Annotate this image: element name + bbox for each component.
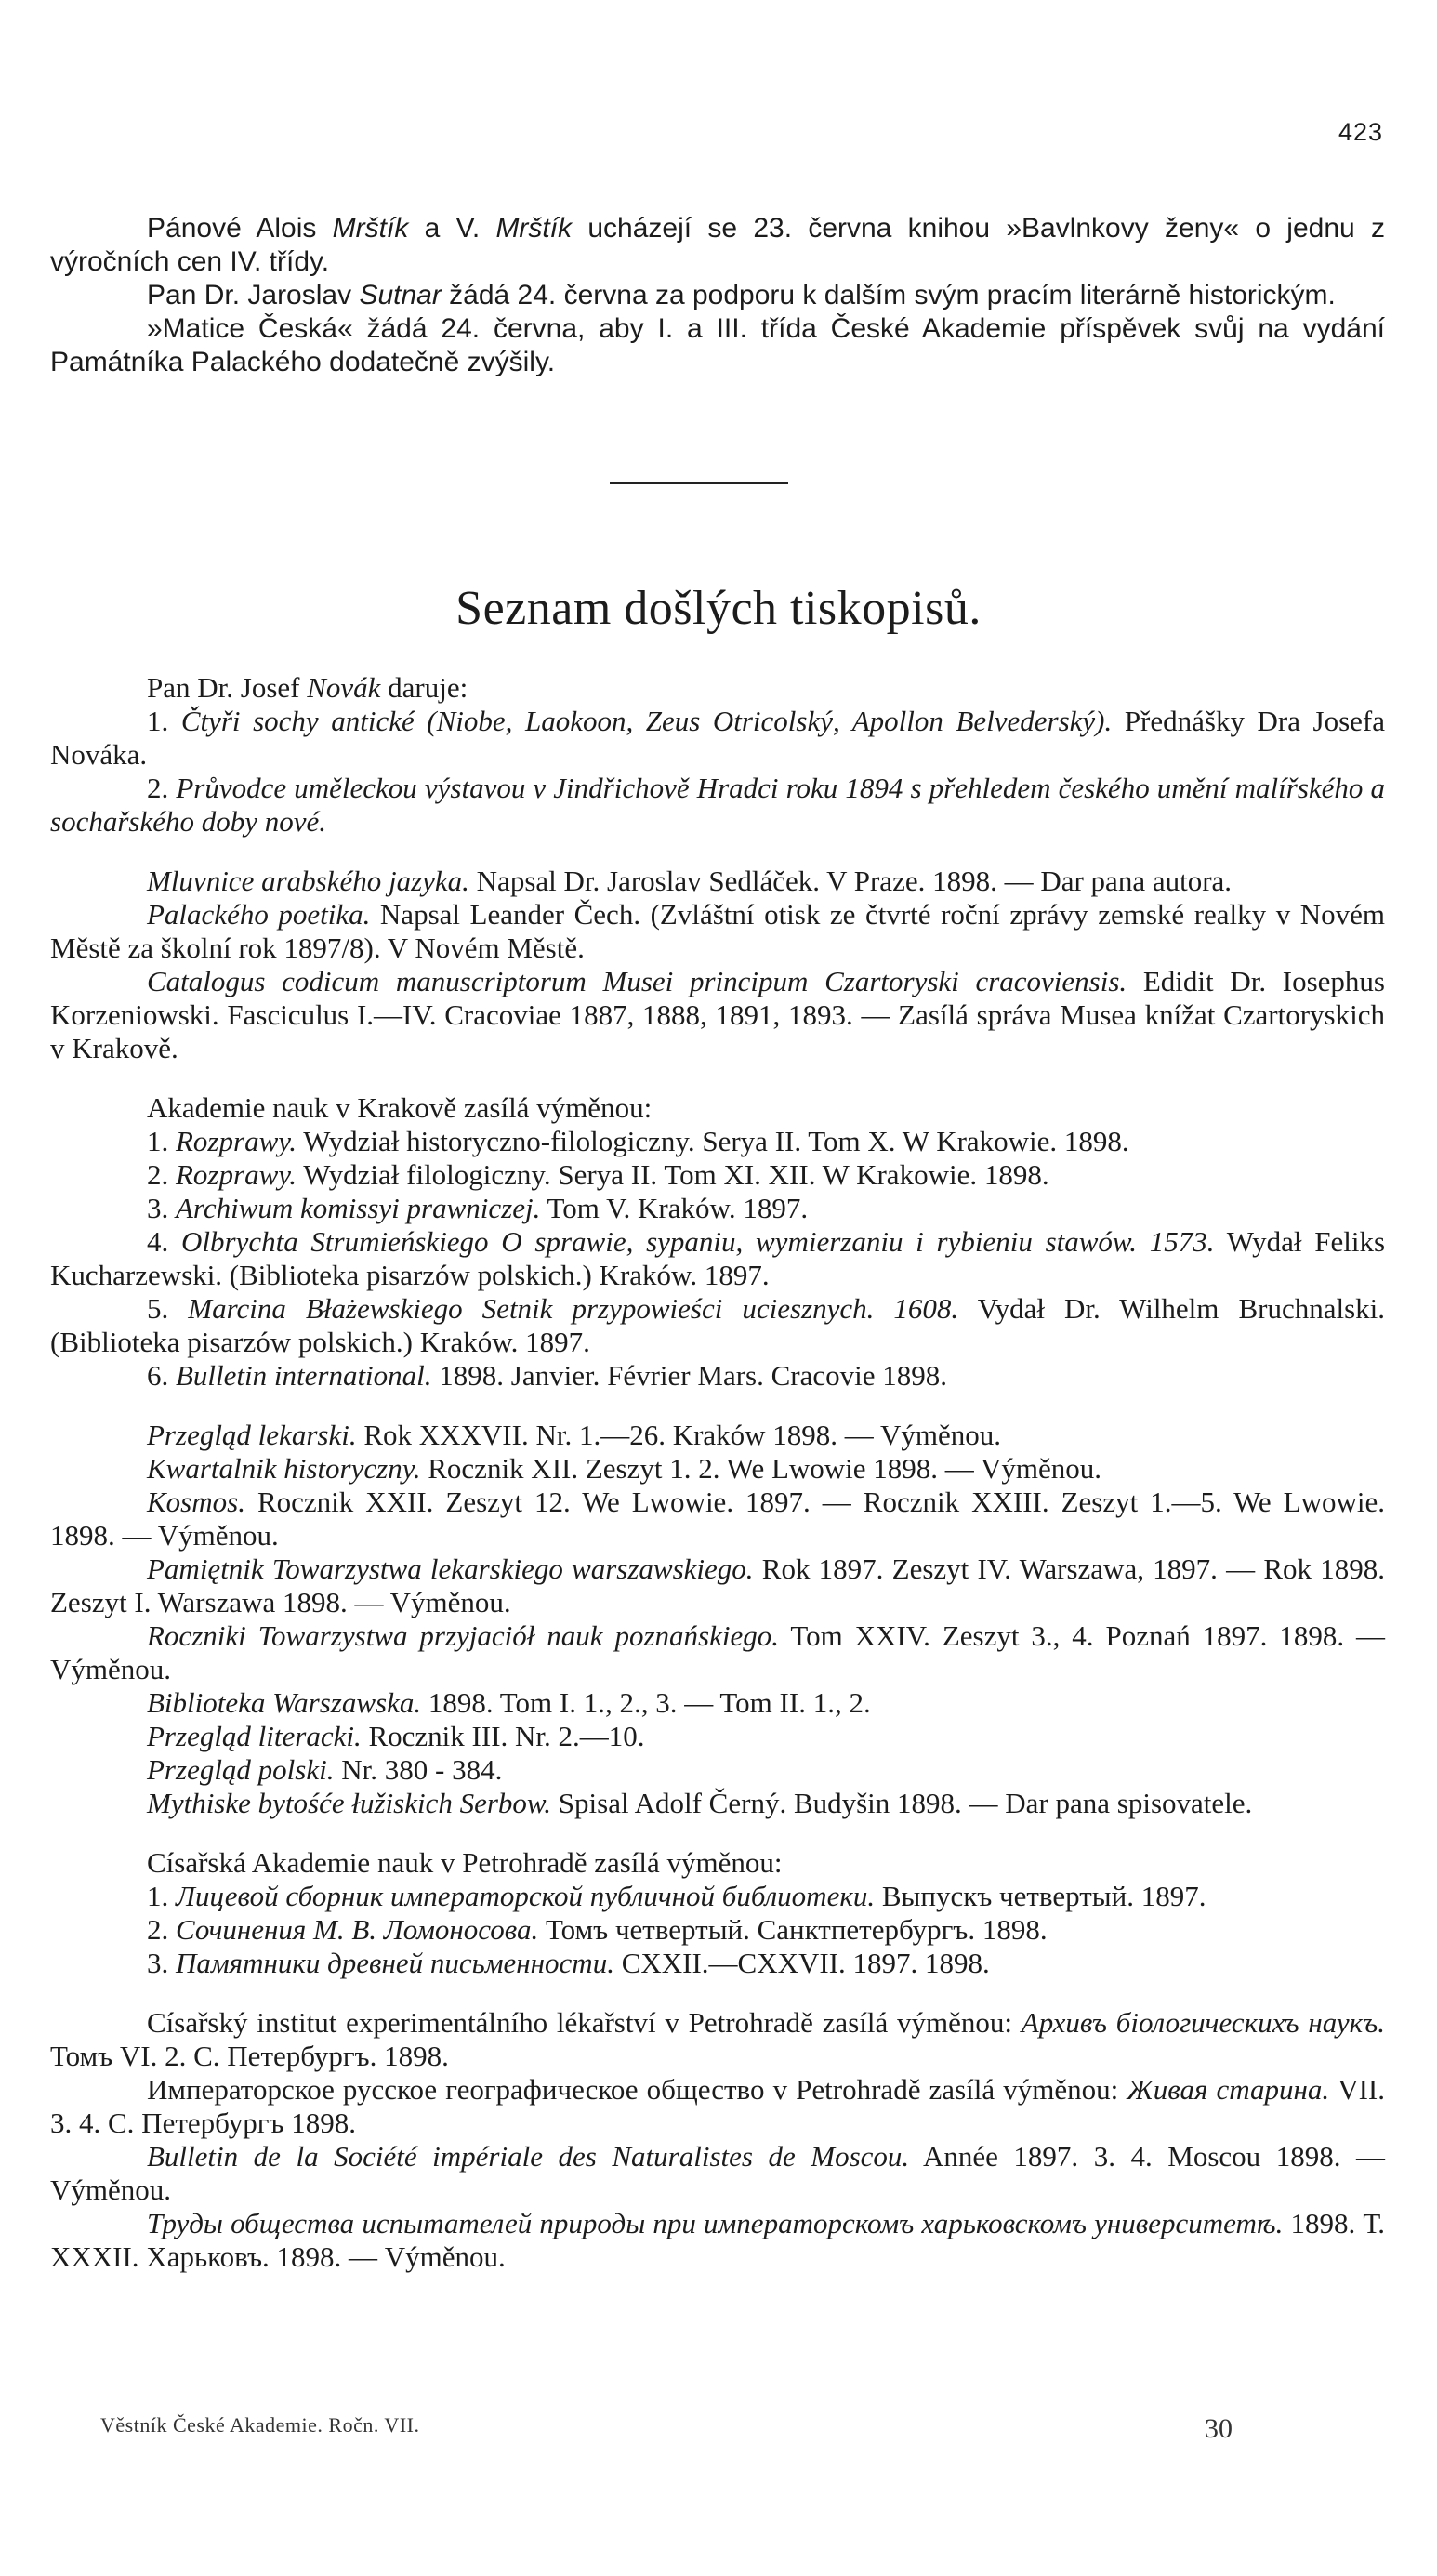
krakow-intro: Akademie nauk v Krakově zasílá výměnou: [147, 1091, 653, 1124]
periodical-entry: Mythiske bytośće łužiskich Serbow. Spisal Adolf Černý. Budyšin 1898. — Dar pana spisovatele. [147, 1787, 1253, 1819]
periodical-entry: Przegląd lekarski. Rok XXXVII. Nr. 1.—26. Kraków 1898. — Výměnou. [147, 1419, 1002, 1451]
announcement-mrstik: Pánové Alois Mrštík a V. Mrštík ucházejí se 23. června knihou »Bavlnkovy ženy« o jednu z výročních cen IV. třídy. [50, 213, 1385, 277]
entry: Catalogus codicum manuscriptorum Musei principum Czartoryski cracoviensis. Edidit Dr. Iosephus Korzeniowski. Fasciculus I.—IV. Cracoviae 1887, 1888, 1891, 1893. — Zasílá správa Musea knížat Czartoryskich v Krakově. [50, 965, 1385, 1064]
periodical-entry: Kwartalnik historyczny. Rocznik XII. Zeszyt 1. 2. We Lwowie 1898. — Výměnou. [147, 1452, 1101, 1485]
krakow-item: 6. Bulletin international. 1898. Janvier. Février Mars. Cracovie 1898. [147, 1359, 947, 1392]
entry: Palackého poetika. Napsal Leander Čech. (Zvláštní otisk ze čtvrté roční zprávy zemské realky v Novém Městě za školní rok 1897/8). V Novém Městě. [50, 898, 1385, 964]
periodical-entry: Roczniki Towarzystwa przyjaciół nauk poznańskiego. Tom XXIV. Zeszyt 3., 4. Poznań 1897. 1898. — Výměnou. [50, 1619, 1385, 1685]
exchange-entry: Труды общества испытателей природы при императорскомъ харьковскомъ университетѣ. 1898. Т. XXXII. Харьковъ. 1898. — Výměnou. [50, 2207, 1385, 2273]
periodical-entry: Pamiętnik Towarzystwa lekarskiego warszawskiego. Rok 1897. Zeszyt IV. Warszawa, 1897. — Rok 1898. Zeszyt I. Warszawa 1898. — Výměnou. [50, 1552, 1386, 1618]
petrohrad-item: 2. Сочинения М. В. Ломоносова. Томъ четвертый. Санктпетербургъ. 1898. [147, 1913, 1048, 1946]
page-number: 423 [1338, 118, 1383, 146]
krakow-item: 4. Olbrychta Strumieńskiego O sprawie, sypaniu, wymierzaniu i rybieniu stawów. 1573. Wydał Feliks Kucharzewski. (Biblioteka pisarzów polskich.) Kraków. 1897. [50, 1225, 1386, 1291]
periodical-entry: Kosmos. Rocznik XXII. Zeszyt 12. We Lwowie. 1897. — Rocznik XXIII. Zeszyt 1.—5. We Lwowie. 1898. — Výměnou. [50, 1486, 1385, 1552]
periodical-entry: Przegląd polski. Nr. 380 - 384. [147, 1753, 503, 1786]
petrohrad-item: 3. Памятники древней письменности. CXXII.—CXXVII. 1897. 1898. [147, 1947, 990, 1979]
journal-footer: Věstník České Akademie. Ročn. VII. [100, 2413, 420, 2437]
announcement-sutnar: Pan Dr. Jaroslav Sutnar žádá 24. června za podporu k dalším svým pracím literárně historickým. [147, 280, 1336, 310]
section-heading: Seznam došlých tiskopisů. [455, 582, 982, 635]
petrohrad-intro: Císařská Akademie nauk v Petrohradě zasílá výměnou: [147, 1846, 783, 1879]
novak-item: 2. Průvodce uměleckou výstavou v Jindřichově Hradci roku 1894 s přehledem českého umění malířského a sochařského doby nové. [50, 772, 1385, 838]
krakow-item: 2. Rozprawy. Wydział filologiczny. Serya II. Tom XI. XII. W Krakowie. 1898. [147, 1158, 1049, 1191]
exchange-entry: Císařský institut experimentálního lékařství v Petrohradě zasílá výměnou: Архивъ біологическихъ наукъ. Томъ VI. 2. С. Петербургъ. 1898. [50, 2006, 1385, 2072]
exchange-entry: Bulletin de la Société impériale des Naturalistes de Moscou. Année 1897. 3. 4. Moscou 1898. — Výměnou. [50, 2140, 1385, 2206]
periodical-entry: Przegląd literacki. Rocznik III. Nr. 2.—10. [147, 1720, 645, 1752]
novak-intro: Pan Dr. Josef Novák daruje: [147, 671, 468, 704]
krakow-item: 1. Rozprawy. Wydział historyczno-filologiczny. Serya II. Tom X. W Krakowie. 1898. [147, 1125, 1129, 1157]
received-publications [50, 671, 1385, 2274]
periodical-entry: Biblioteka Warszawska. 1898. Tom I. 1., 2., 3. — Tom II. 1., 2. [147, 1686, 871, 1719]
krakow-item: 3. Archiwum komissyi prawniczej. Tom V. Kraków. 1897. [147, 1192, 809, 1224]
exchange-entry: Императорское русское географическое общество v Petrohradě zasílá výměnou: Живая старина. VII. 3. 4. С. Петербургъ 1898. [50, 2073, 1385, 2139]
signature-mark: 30 [1205, 2413, 1233, 2444]
petrohrad-item: 1. Лицевой сборник императорской публичной библиотеки. Выпускъ четвертый. 1897. [147, 1880, 1206, 1912]
krakow-item: 5. Marcina Błażewskiego Setnik przypowieści uciesznych. 1608. Vydał Dr. Wilhelm Bruchnalski. (Biblioteka pisarzów polskich.) Kraków. 1897. [50, 1292, 1385, 1358]
section-divider [610, 482, 788, 484]
entry: Mluvnice arabského jazyka. Napsal Dr. Jaroslav Sedláček. V Praze. 1898. — Dar pana autora. [147, 865, 1233, 897]
announcement-matice: »Matice Česká« žádá 24. června, aby I. a III. třída České Akademie příspěvek svůj na vydání Památníka Palackého dodatečně zvýšily. [50, 313, 1385, 377]
novak-item: 1. Čtyři sochy antické (Niobe, Laokoon, Zeus Otricolský, Apollon Belvederský). Přednášky Dra Josefa Nováka. [50, 705, 1386, 771]
announcements [50, 212, 1385, 379]
